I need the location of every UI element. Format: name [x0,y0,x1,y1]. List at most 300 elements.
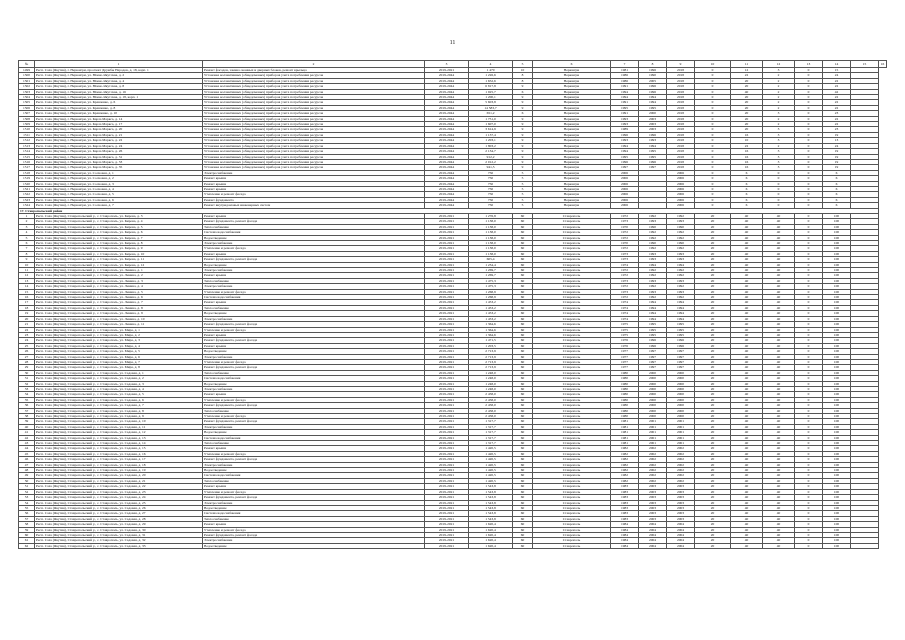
table-cell: 20 [695,365,731,370]
table-cell: 20 [695,397,731,402]
table-cell: 0 [695,165,731,170]
table-cell: 1510 [19,127,35,132]
table-cell: 1 420,5 [469,473,513,478]
table-cell: 12 [731,68,763,73]
table-cell: 100 [823,478,851,483]
table-cell: Респ. Саха (Якутия), Ставропольский у., с. Ставрополь, ул. Мира, д. 2 [35,332,203,337]
table-cell: 1 620,4 [469,527,513,532]
table-cell: 60 [513,397,533,402]
table-cell: 100 [823,403,851,408]
table-cell: 0 [795,462,823,467]
table-cell: 13 [19,278,35,283]
table-cell: Ремонт фундамента, ремонт фасада [203,219,425,224]
table-cell: 2004 [639,543,667,548]
table-cell: 2019-2044 [425,170,469,175]
table-cell: 0 [795,159,823,164]
table-cell: 0 [795,300,823,305]
table-cell: 1 543,8 [469,511,513,516]
table-cell: 16 [19,295,35,300]
table-cell: 40 [731,305,763,310]
table-cell: 0 [795,84,823,89]
column-header: 16 [879,61,887,68]
table-cell: 19 [823,132,851,137]
table-cell: 2003 [667,500,695,505]
table-cell: Респ. Саха (Якутия), г. Нерюнгри, ул. Сосновая, д. 6 [35,197,203,202]
table-cell: 20 [695,478,731,483]
table-cell: 2000 [639,386,667,391]
table-cell: Респ. Саха (Якутия), Ставропольский у., с. Ставрополь, ул. Мира, д. 6 [35,354,203,359]
table-cell: 1504 [19,95,35,100]
table-cell: 100 [823,424,851,429]
table-cell: 1 607,0 [469,122,513,127]
table-cell: 0 [795,397,823,402]
table-cell: Ставрополь [533,224,611,229]
table-cell: 60 [513,376,533,381]
table-cell: 2001 [667,435,695,440]
table-cell: 0 [695,170,731,175]
table-cell: 100 [823,516,851,521]
table-cell: 44 [19,446,35,451]
table-cell: 34 [19,392,35,397]
table-cell: Ставрополь [533,311,611,316]
table-cell: 2003 [639,484,667,489]
table-cell: Ставрополь [533,316,611,321]
table-cell: Респ. Саха (Якутия), Ставропольский у., с. Ставрополь, ул. Садовая, д. 17 [35,457,203,462]
table-cell: 2019-2021 [425,457,469,462]
table-cell: 605,4 [469,257,513,262]
table-cell: 26 [19,349,35,354]
table-cell: 40 [763,527,795,532]
table-cell: 56 [19,511,35,516]
table-cell: Ставрополь [533,246,611,251]
table-cell: 2018 [667,122,695,127]
table-cell: 40 [731,419,763,424]
table-cell: 20 [695,468,731,473]
table-cell: Ставрополь [533,257,611,262]
column-header: 5 [513,61,533,68]
table-cell: 40 [731,316,763,321]
table-cell: Ремонт крыши [203,343,425,348]
table-cell: 60 [513,219,533,224]
table-cell: 0 [695,159,731,164]
table-cell: 1 138,0 [469,251,513,256]
table-cell: 40 [763,522,795,527]
table-cell: 2 713,9 [469,359,513,364]
table-cell: 20 [695,230,731,235]
table-cell: 2019-2021 [425,435,469,440]
table-cell: Установка коллективных (общедомовых) приборов учета потребления ресурсов [203,132,425,137]
table-cell: 1 543,8 [469,489,513,494]
table-cell: Установка коллективных (общедомовых) приборов учета потребления ресурсов [203,154,425,159]
table-cell: 2001 [639,441,667,446]
table-cell: Теплоснабжение [203,441,425,446]
table-cell: 39 [19,419,35,424]
table-cell: 2 [763,105,795,110]
table-cell: 0 [695,116,731,121]
table-cell: 2003 [667,484,695,489]
table-cell: 20 [695,457,731,462]
table-cell: 40 [731,462,763,467]
table-cell: Электроснабжение [203,354,425,359]
table-cell: Ставрополь [533,219,611,224]
table-cell: Установка коллективных (общедомовых) приборов учета потребления ресурсов [203,111,425,116]
table-cell: 16 [731,132,763,137]
table-cell: 750 [469,176,513,181]
table-cell: 2018 [667,132,695,137]
table-cell: 1 226,6 [469,73,513,78]
table-cell: 40 [731,359,763,364]
table-cell: 100 [823,332,851,337]
table-cell: 2002 [667,473,695,478]
table-cell: 40 [763,295,795,300]
table-cell: 100 [823,370,851,375]
table-cell: 1 652,6 [469,78,513,83]
table-cell: 0 [795,419,823,424]
table-cell: Респ. Саха (Якутия), г. Нерюнгри, ул. Кравченко, д. 10 [35,111,203,116]
table-cell: 100 [823,468,851,473]
table-cell: 20 [695,246,731,251]
table-cell: 60 [513,235,533,240]
table-cell: 0 [695,149,731,154]
table-cell: Респ. Саха (Якутия), Ставропольский у., с. Ставрополь, ул. Садовая, д. 12 [35,430,203,435]
table-cell: 1995 [611,105,639,110]
table-cell: 40 [763,332,795,337]
table-cell: 1516 [19,159,35,164]
table-cell: 1996 [639,132,667,137]
column-header: 12 [763,61,795,68]
table-cell: 0 [795,105,823,110]
table-cell: 60 [513,289,533,294]
table-cell: 1 269,7 [469,268,513,273]
table-cell: 2019-2044 [425,176,469,181]
table-cell: Электроснабжение [203,386,425,391]
table-cell: 1983 [611,495,639,500]
table-cell: Респ. Саха (Якутия), Ставропольский у., с. Ставрополь, ул. Садовая, д. 7 [35,403,203,408]
table-cell: 40 [763,414,795,419]
table-cell: 12 [19,273,35,278]
table-cell: 1 138,0 [469,224,513,229]
table-cell: 2003 [667,516,695,521]
table-cell: 60 [513,349,533,354]
table-cell: 20 [731,122,763,127]
table-cell: 0 [695,186,731,191]
table-cell: Нерюнгри [533,95,611,100]
table-cell: 40 [763,278,795,283]
table-cell: 1993 [667,251,695,256]
table-cell: 2 458,0 [469,408,513,413]
table-cell: Респ. Саха (Якутия), г. Нерюнгри, ул. Сосновая, д. 7 [35,203,203,208]
table-cell: 0 [795,132,823,137]
table-cell: 40 [763,354,795,359]
table-cell: 100 [823,543,851,548]
table-cell: 0 [795,532,823,537]
table-cell: Утепление и ремонт фасада [203,246,425,251]
table-cell: 2019-2021 [425,522,469,527]
table-cell: Респ. Саха (Якутия), г. Нерюнгри, ул. Сосновая, д. 3 [35,181,203,186]
table-cell: 40 [731,516,763,521]
table-cell: 1 138,0 [469,235,513,240]
table-cell: 2002 [639,468,667,473]
table-cell: 2019-2021 [425,284,469,289]
table-cell: Респ. Саха (Якутия), Ставропольский у., с. Ставрополь, ул. Кирова, д. 9 [35,246,203,251]
table-cell: 1982 [611,478,639,483]
table-cell: 1997 [639,349,667,354]
table-cell: 40 [731,478,763,483]
table-cell: 100 [823,408,851,413]
table-cell: Респ. Саха (Якутия), г. Нерюнгри, ул. Карла Маркса, д. 17 [35,122,203,127]
table-cell: 2005 [639,78,667,83]
table-cell: 2 012,2 [469,159,513,164]
table-cell: 2003 [667,505,695,510]
table-cell: 1992 [667,284,695,289]
table-cell: 20 [695,278,731,283]
table-cell: 2003 [667,511,695,516]
table-cell: 33 [19,386,35,391]
table-cell: 20 [695,484,731,489]
table-cell: 0 [695,100,731,105]
table-cell: 2 [763,100,795,105]
table-cell: 1996 [611,159,639,164]
table-cell: 40 [763,505,795,510]
table-cell: Респ. Саха (Якутия), Ставропольский у., с. Ставрополь, ул. Садовая, д. 31 [35,532,203,537]
table-cell: 1990 [667,241,695,246]
table-cell: 0 [763,203,795,208]
table-cell: 0 [795,268,823,273]
table-cell: 2 [763,73,795,78]
table-cell: 5 [513,203,533,208]
table-cell: 3 [763,165,795,170]
table-cell: 1984 [611,527,639,532]
table-cell: 1992 [667,235,695,240]
table-cell: 0 [795,251,823,256]
table-cell: 941,5 [469,165,513,170]
table-cell: 31 [19,376,35,381]
table-cell: Ставрополь [533,505,611,510]
table-cell: 1 420,5 [469,462,513,467]
table-cell: 100 [823,365,851,370]
table-cell: 2000 [667,392,695,397]
table-cell: Респ. Саха (Якутия), Ставропольский у., с. Ставрополь, ул. Мира, д. 3 [35,338,203,343]
table-cell: Респ. Саха (Якутия), Ставропольский у., с. Ставрополь, ул. Садовая, д. 16 [35,451,203,456]
table-cell: Ставрополь [533,273,611,278]
table-cell: 100 [823,224,851,229]
table-cell: Ставрополь [533,241,611,246]
table-cell: 40 [763,419,795,424]
table-cell: 20 [695,403,731,408]
table-cell: 1994 [611,143,639,148]
table-cell [851,543,879,548]
table-cell: 9 [513,138,533,143]
table-cell: 18 [19,305,35,310]
table-cell: 0 [695,89,731,94]
table-cell: 20 [695,381,731,386]
table-cell: 2019-2021 [425,305,469,310]
table-cell: 2018 [667,84,695,89]
table-cell: 25 [19,343,35,348]
table-cell: 2019-2021 [425,343,469,348]
table-cell: 20 [695,500,731,505]
table-cell: 20 [695,414,731,419]
table-cell: 22 [823,105,851,110]
table-cell: 1982 [611,462,639,467]
table-cell: 2001 [639,430,667,435]
table-cell: 100 [823,327,851,332]
table-cell: 52 [19,489,35,494]
table-cell: 1514 [19,149,35,154]
table-cell: 60 [513,403,533,408]
table-cell: 2018 [667,68,695,73]
table-cell: 1991 [611,84,639,89]
table-cell: Установка коллективных (общедомовых) приборов учета потребления ресурсов [203,105,425,110]
table-cell: 2006 [611,186,639,191]
table-cell: Ставрополь [533,349,611,354]
table-cell: 40 [731,527,763,532]
table-cell: 1500 [19,73,35,78]
table-cell: 1974 [611,305,639,310]
table-cell: 22 [823,122,851,127]
table-cell: 40 [731,435,763,440]
table-cell: Респ. Саха (Якутия), Ставропольский у., с. Ставрополь, ул. Садовая, д. 20 [35,473,203,478]
table-cell: 0 [795,78,823,83]
table-cell: 60 [513,295,533,300]
table-cell: Ставрополь [533,500,611,505]
table-cell: Респ. Саха (Якутия), Ставропольский у., с. Ставрополь, ул. Кирова, д. 10 [35,251,203,256]
table-cell: 1977 [611,354,639,359]
table-cell: 20 [695,316,731,321]
table-cell: Респ. Саха (Якутия), Ставропольский у., с. Ставрополь, ул. Садовая, д. 27 [35,511,203,516]
table-cell: 2019-2044 [425,186,469,191]
table-cell: 1992 [639,213,667,218]
table-cell: 1 137,4 [469,132,513,137]
table-cell: 2019-2021 [425,543,469,548]
table-cell: 40 [763,338,795,343]
table-cell: Респ. Саха (Якутия), г. Нерюнгри, ул. Южно-Якутская, д. 16 [35,89,203,94]
table-cell: Респ. Саха (Якутия), г. Нерюнгри, ул. Южно-Якутская, д. 18, корп. 1 [35,95,203,100]
table-cell: 9 [513,100,533,105]
table-cell: 100 [823,441,851,446]
table-cell: 100 [823,230,851,235]
table-cell: 2002 [667,446,695,451]
table-cell: Ремонт крыши [203,273,425,278]
table-cell: 1995 [639,332,667,337]
table-cell: 40 [731,446,763,451]
table-cell: 0 [795,203,823,208]
table-cell: 43 [19,441,35,446]
table-cell: 1 453,2 [469,300,513,305]
table-cell: 0 [795,246,823,251]
table-cell: 1994 [639,100,667,105]
table-cell: 60 [513,430,533,435]
table-cell: 60 [513,386,533,391]
table-cell: 1981 [611,424,639,429]
table-cell: 60 [513,516,533,521]
table-cell: Ремонт фундамента, ремонт фасада [203,338,425,343]
table-cell: 1 803,2 [469,143,513,148]
table-cell: 2003 [667,489,695,494]
table-cell: 6 [731,203,763,208]
table-cell: 40 [763,376,795,381]
table-cell: 1519 [19,176,35,181]
table-cell: 2019-2021 [425,241,469,246]
table-cell: 20 [695,268,731,273]
table-cell: 2003 [639,495,667,500]
table-cell: 20 [731,111,763,116]
table-cell: 24 [823,73,851,78]
table-cell: 20 [695,516,731,521]
table-cell: 2019-2021 [425,473,469,478]
table-cell: 1997 [639,354,667,359]
table-cell: 20 [731,105,763,110]
table-cell: 750 [469,170,513,175]
table-cell: 6 [513,89,533,94]
table-cell: 2018 [667,116,695,121]
table-cell: 2019-2021 [425,392,469,397]
table-cell: Система водоснабжения [203,376,425,381]
table-cell: 100 [823,235,851,240]
table-cell: 60 [513,419,533,424]
table-cell: 2004 [667,522,695,527]
table-cell: Система водоснабжения [203,435,425,440]
table-cell: 10 [731,138,763,143]
table-cell: 20 [695,370,731,375]
table-cell: Водоотведение [203,349,425,354]
table-cell: 48 [19,468,35,473]
table-cell: 1994 [639,300,667,305]
table-cell: 60 [513,284,533,289]
table-cell: Ставрополь [533,457,611,462]
table-cell: 0 [795,522,823,527]
table-cell: 1994 [639,143,667,148]
table-cell: 40 [763,257,795,262]
table-cell: 0 [795,305,823,310]
table-cell: 0 [795,95,823,100]
table-cell: 1974 [611,262,639,267]
table-cell: 1 269,7 [469,273,513,278]
table-cell: 0 [795,359,823,364]
table-cell: Ставрополь [533,338,611,343]
table-cell: 40 [763,495,795,500]
table-cell: 40 [731,224,763,229]
table-cell: 60 [513,257,533,262]
table-cell: 2006 [611,192,639,197]
table-cell: 20 [731,100,763,105]
table-cell: Установка коллективных (общедомовых) приборов учета потребления ресурсов [203,89,425,94]
table-cell: 1992 [667,246,695,251]
table-cell: 2006 [667,203,695,208]
table-cell: 1997 [639,165,667,170]
table-cell: 60 [513,251,533,256]
table-cell: 40 [731,365,763,370]
table-cell: 2000 [639,403,667,408]
table-cell: 2001 [667,419,695,424]
table-cell: 8 [513,73,533,78]
table-cell: Ремонт фундамента, ремонт фасада [203,532,425,537]
table-cell: 1984 [611,538,639,543]
table-cell: 1974 [611,316,639,321]
table-cell: Респ. Саха (Якутия), Ставропольский у., с. Ставрополь, ул. Кирова, д. 5 [35,224,203,229]
table-cell: 100 [823,446,851,451]
table-cell: 2019-2044 [425,203,469,208]
table-cell: 40 [763,241,795,246]
table-cell: 1992 [639,246,667,251]
table-cell: 2003 [639,489,667,494]
table-cell: 2019-2021 [425,441,469,446]
table-cell: 20 [731,95,763,100]
table-cell: 100 [823,386,851,391]
table-cell: 60 [513,268,533,273]
table-cell: 40 [731,473,763,478]
table-cell: 40 [763,262,795,267]
